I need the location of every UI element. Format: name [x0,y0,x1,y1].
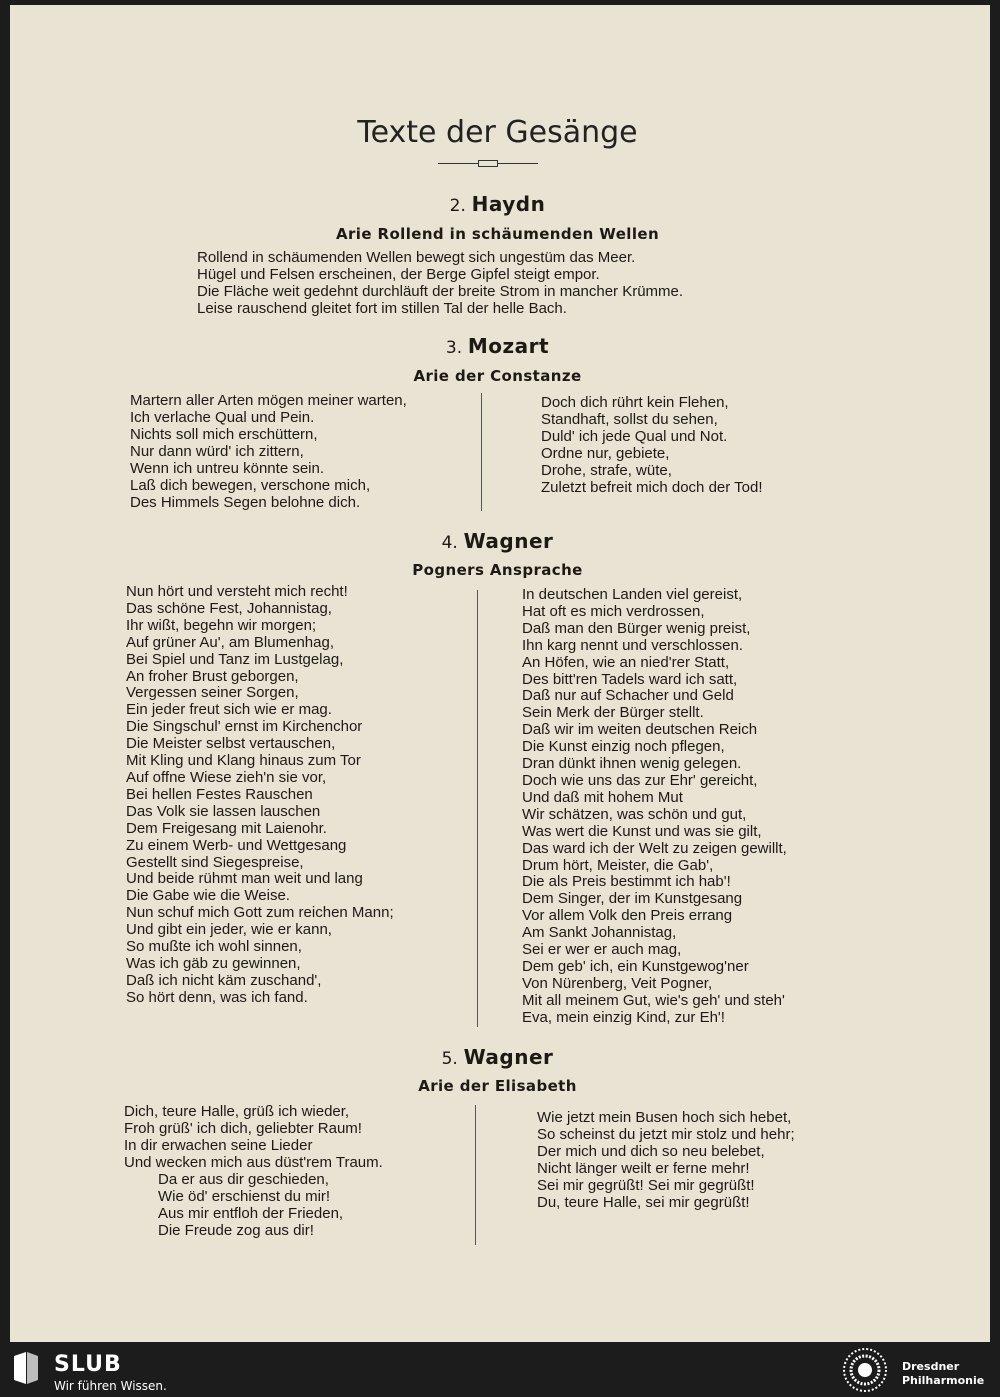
text-line: Nur dann würd' ich zittern, [130,443,304,460]
slub-tagline: Wir führen Wissen. [54,1379,167,1393]
text-line: Doch wie uns das zur Ehr' gereicht, [522,771,758,789]
partner-name [902,1360,984,1388]
text-line: Drohe, strafe, wüte, [541,462,672,479]
text-line: Froh grüß' ich dich, geliebter Raum! [124,1120,362,1137]
section-subtitle: Pogners Ansprache [412,561,583,579]
text-line: Ordne nur, gebiete, [541,445,670,462]
text-line: Die Kunst einzig noch pflegen, [522,738,725,756]
text-line: Die Gabe wie die Weise. [126,887,290,905]
section-subtitle: Arie der Elisabeth [418,1077,577,1095]
text-line: Und wecken mich aus düst'rem Traum. [124,1154,383,1171]
text-line: Was wert die Kunst und was sie gilt, [522,822,762,840]
text-line: Wir schätzen, was schön und gut, [522,805,747,823]
text-line: Und daß mit hohem Mut [522,788,683,806]
text-line: Die Meister selbst vertauschen, [126,735,336,753]
text-line: In dir erwachen seine Lieder [124,1137,313,1154]
text-line: Nicht länger weilt er ferne mehr! [537,1160,750,1177]
footer-bar [0,1342,1000,1397]
text-line: Du, teure Halle, sei mir gegrüßt! [537,1194,750,1211]
title-ornament [438,160,538,168]
page-title: Texte der Gesänge [357,115,638,150]
text-line: In deutschen Landen viel gereist, [522,586,743,603]
column-divider [477,590,478,1027]
section-heading-haydn [10,192,985,216]
section-subtitle: Arie Rollend in schäumenden Wellen [335,225,660,243]
text-line: Die Singschul' ernst im Kirchenchor [126,718,363,736]
text-line: Nichts soll mich erschüttern, [130,426,318,443]
text-line: Rollend in schäumenden Wellen bewegt sich ungestüm das Meer. [197,249,636,266]
text-line: Ihr wißt, begehn wir morgen; [126,616,317,634]
text-line: Die Fläche weit gedehnt durchläuft der breite Strom in mancher Krümme. [197,283,684,300]
text-line: Am Sankt Johannistag, [522,924,677,942]
text-line: Von Nürenberg, Veit Pogner, [522,974,713,992]
slub-logo-icon [12,1350,40,1386]
text-line: Vergessen seiner Sorgen, [126,684,299,702]
text-line: Gestellt sind Siegespreise, [126,853,304,871]
text-line: Daß wir im weiten deutschen Reich [522,721,758,739]
text-line: Nun schuf mich Gott zum reichen Mann; [126,904,394,922]
text-line: Zuletzt befreit mich doch der Tod! [541,479,763,496]
elisabeth-left-column [124,1103,383,1239]
text-line: Duld' ich jede Qual und Not. [541,428,728,445]
text-line: Des bitt'ren Tadels ward ich satt, [522,670,738,688]
text-line: So mußte ich wohl sinnen, [126,938,302,956]
column-divider [481,393,482,511]
text-line: Daß man den Bürger wenig preist, [522,619,751,637]
pogner-left-column [126,584,394,1007]
text-line: Nun hört und versteht mich recht! [126,583,348,600]
section-subtitle: Arie der Constanze [413,367,582,385]
pogner-right-column [522,587,787,1027]
section-composer: Mozart [467,334,550,358]
section-composer: Haydn [471,192,546,216]
text-line: Hat oft es mich verdrossen, [522,602,705,620]
text-line: Leise rauschend gleitet fort im stillen Tal der helle Bach. [197,300,567,317]
text-line: Der mich und dich so neu belebet, [537,1143,765,1160]
section-composer: Wagner [463,1045,554,1069]
dresdner-philharmonie-logo-icon [842,1347,888,1393]
text-line: Das schöne Fest, Johannistag, [126,599,332,617]
mozart-right-column [541,394,763,496]
elisabeth-right-column [537,1109,795,1211]
partner-name-line1: Dresdner [902,1360,960,1373]
text-line: Ein jeder freut sich wie er mag. [126,701,332,719]
section-number: 3. [445,338,463,358]
text-line: Sei mir gegrüßt! Sei mir gegrüßt! [537,1177,755,1194]
text-line: Was ich gäb zu gewinnen, [126,954,301,972]
text-line: Die als Preis bestimmt ich hab'! [522,873,731,891]
text-line: Da er aus dir geschieden, [158,1171,329,1188]
text-line: Mit Kling und Klang hinaus zum Tor [126,752,361,770]
section-heading-wagner-pogner [10,529,985,553]
text-line: An Höfen, wie an nied'rer Statt, [522,653,730,671]
text-line: Eva, mein einzig Kind, zur Eh'! [522,1008,725,1026]
column-divider [475,1105,476,1245]
text-line: Dem geb' ich, ein Kunstgewog'ner [522,957,749,975]
text-line: Wenn ich untreu könnte sein. [130,460,325,477]
document-page [10,5,990,1342]
text-line: Aus mir entfloh der Frieden, [158,1205,344,1222]
text-line: Die Freude zog aus dir! [158,1222,314,1239]
text-line: Und beide rühmt man weit und lang [126,870,363,888]
section-number: 5. [441,1049,458,1069]
text-line: Martern aller Arten mögen meiner warten, [130,392,407,409]
text-line: Des Himmels Segen belohne dich. [130,494,361,511]
text-line: Dem Freigesang mit Laienohr. [126,819,327,837]
text-line: Standhaft, sollst du sehen, [541,411,718,428]
text-line: Daß ich nicht käm zuschand', [126,971,322,989]
text-line: Dich, teure Halle, grüß ich wieder, [124,1103,350,1120]
text-line: Daß nur auf Schacher und Geld [522,687,734,705]
text-line: Sein Merk der Bürger stellt. [522,704,704,722]
section-number: 2. [449,196,466,216]
ornament-box [478,160,498,167]
text-line: Und gibt ein jeder, wie er kann, [126,921,332,939]
text-line: Das ward ich der Welt zu zeigen gewillt, [522,839,787,857]
text-line: Das Volk sie lassen lauschen [126,802,321,820]
text-line: Vor allem Volk den Preis errang [522,907,733,925]
text-line: Dem Singer, der im Kunstgesang [522,890,743,908]
text-line: Ich verlache Qual und Pein. [130,409,315,426]
text-line: An froher Brust geborgen, [126,667,299,685]
text-line: Laß dich bewegen, verschone mich, [130,477,371,494]
section-number: 4. [441,533,458,553]
mozart-left-column [130,392,407,511]
text-line: So hört denn, was ich fand. [126,988,308,1006]
haydn-text [197,249,683,317]
partner-name-line2: Philharmonie [902,1374,985,1387]
text-line: Zu einem Werb- und Wettgesang [126,836,347,854]
section-composer: Wagner [463,529,554,553]
text-line: So scheinst du jetzt mir stolz und hehr; [537,1126,795,1143]
section-heading-mozart [10,334,985,358]
text-line: Doch dich rührt kein Flehen, [541,394,729,411]
text-line: Drum hört, Meister, die Gab', [522,856,714,874]
text-line: Sei er wer er auch mag, [522,941,682,959]
text-line: Wie jetzt mein Busen hoch sich hebet, [537,1109,792,1126]
text-line: Hügel und Felsen erscheinen, der Berge Gipfel steigt empor. [197,266,600,283]
text-line: Mit all meinem Gut, wie's geh' und steh' [522,991,785,1009]
text-line: Ihn karg nennt und verschlossen. [522,636,743,654]
text-line: Auf offne Wiese zieh'n sie vor, [126,768,327,786]
section-heading-wagner-elisabeth [10,1045,985,1069]
text-line: Wie öd' erschienst du mir! [158,1188,331,1205]
text-line: Auf grüner Au', am Blumenhag, [126,633,334,651]
text-line: Bei hellen Festes Rauschen [126,785,313,803]
text-line: Dran dünkt ihnen wenig gelegen. [522,755,742,773]
text-line: Bei Spiel und Tanz im Lustgelag, [126,650,344,668]
slub-name: SLUB [54,1352,122,1377]
